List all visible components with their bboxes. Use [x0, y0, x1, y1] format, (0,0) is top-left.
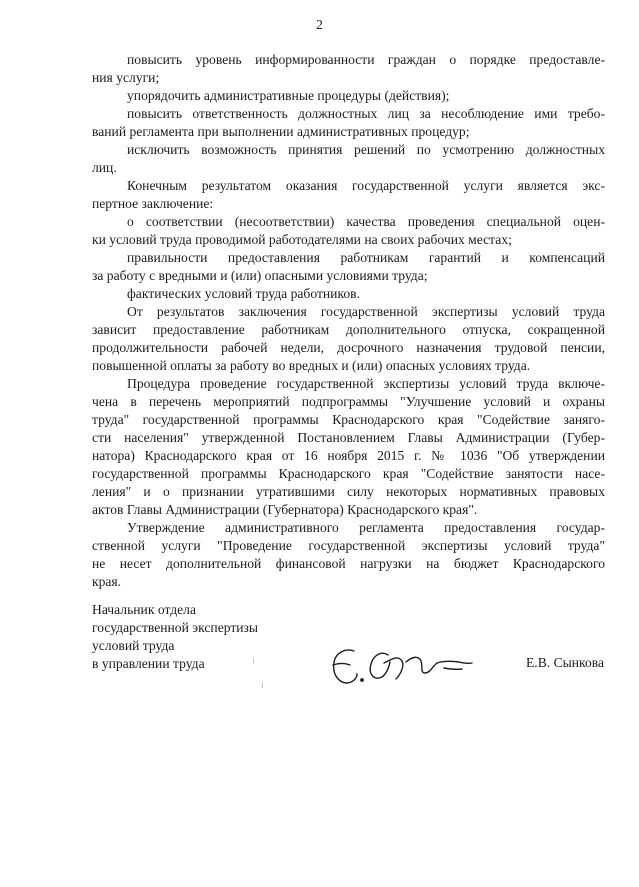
- position-line: в управлении труда: [92, 656, 205, 671]
- text-line: актов Главы Администрации (Губернатора) Краснодарского края".: [92, 502, 478, 517]
- scan-artifact: [262, 682, 263, 688]
- text-line: края.: [92, 574, 122, 589]
- position-line: государственной экспертизы: [92, 620, 259, 635]
- text-line: продолжительности рабочей недели, досрочного назначения трудовой пенсии,: [92, 340, 605, 355]
- handwritten-signature: [326, 635, 476, 695]
- text-line: за работу с вредными и (или) опасными условиями труда;: [92, 268, 428, 283]
- position-line: Начальник отдела: [92, 602, 196, 617]
- text-line: не несет дополнительной финансовой нагрузки на бюджет Краснодарского: [92, 556, 605, 571]
- text-line: пертное заключение:: [92, 196, 214, 211]
- text-line: ки условий труда проводимой работодателями на своих рабочих местах;: [92, 232, 512, 247]
- page-number: 2: [316, 17, 323, 32]
- text-line: государственной программы Краснодарского края "Содействие занятости насе-: [92, 466, 605, 481]
- text-line: фактических условий труда работников.: [127, 286, 360, 301]
- text-line: повысить ответственность должностных лиц за несоблюдение ими требо-: [127, 106, 605, 121]
- text-line: Процедура проведение государственной экспертизы условий труда включе-: [127, 376, 605, 391]
- signer-name: Е.В. Сынкова: [526, 655, 605, 670]
- text-line: Утверждение административного регламента предоставления государ-: [127, 520, 605, 535]
- text-line: повысить уровень информированности граждан о порядке предоставле-: [127, 52, 605, 67]
- text-line: лиц.: [92, 160, 117, 175]
- text-line: ственной услуги "Проведение государственной экспертизы условий труда": [92, 538, 605, 553]
- text-line: о соответствии (несоответствии) качества проведения специальной оцен-: [127, 214, 605, 229]
- scan-artifact: [253, 658, 254, 664]
- text-line: труда" государственной программы Краснодарского края "Содействие заняго-: [92, 412, 605, 427]
- text-line: ния услуги;: [92, 70, 160, 85]
- text-line: натора) Краснодарского края от 16 ноября 2015 г. № 1036 "Об утверждении: [92, 448, 605, 463]
- text-line: чена в перечень мероприятий подпрограммы "Улучшение условий и охраны: [92, 394, 605, 409]
- text-line: Конечным результатом оказания государственной услуги является экс-: [127, 178, 605, 193]
- text-line: правильности предоставления работникам гарантий и компенсаций: [127, 250, 605, 265]
- position-line: условий труда: [92, 638, 175, 653]
- text-line: От результатов заключения государственной экспертизы условий труда: [127, 304, 605, 319]
- text-line: повышенной оплаты за работу во вредных и (или) опасных условиях труда.: [92, 358, 531, 373]
- text-line: ваний регламента при выполнении административных процедур;: [92, 124, 470, 139]
- text-line: ления" и о признании утратившими силу некоторых нормативных правовых: [92, 484, 605, 499]
- text-line: зависит предоставление работникам дополнительного отпуска, сокращенной: [92, 322, 605, 337]
- text-line: сти населения" утвержденной Постановлением Главы Администрации (Губер-: [92, 430, 605, 445]
- text-line: упорядочить административные процедуры (действия);: [127, 88, 450, 103]
- text-line: исключить возможность принятия решений по усмотрению должностных: [127, 142, 605, 157]
